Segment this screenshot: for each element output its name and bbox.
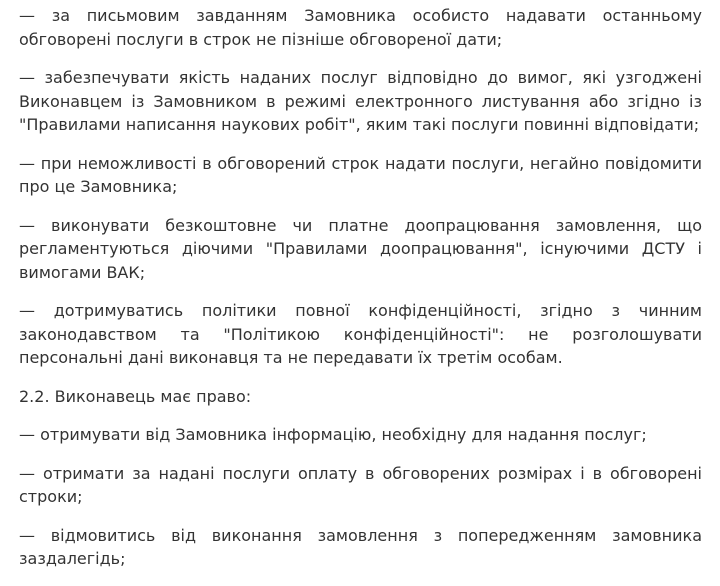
right-receive-payment: — отримати за надані послуги оплату в обговорених розмірах і в обговорені строки; — [19, 463, 702, 506]
section-heading-contractor-rights: 2.2. Виконавець має право: — [19, 386, 252, 406]
obligation-personal-service: — за письмовим завданням Замовника особисто надавати останньому обговорені послуги в строк не пізніше обговореної дати; — [19, 6, 702, 49]
obligation-notify-delay: — при неможливості в обговорений строк надати послуги, негайно повідомити про це Замовника; — [19, 153, 702, 196]
right-refuse-order: — відмовитись від виконання замовлення з попередженням замовника заздалегідь; — [19, 525, 702, 568]
obligation-confidentiality: — дотримуватись політики повної конфіденційності, згідно з чинним законодавством та "Політикою конфіденційності": не розголошувати персональні дані виконавця та не передавати їх третім особам. — [19, 301, 702, 367]
right-receive-information: — отримувати від Замовника інформацію, необхідну для надання послуг; — [19, 425, 647, 444]
obligation-revisions: — виконувати безкоштовне чи платне доопрацювання замовлення, що регламентуються діючими "Правилами доопрацювання", існуючими ДСТУ і вимогами ВАК; — [19, 215, 702, 282]
contract-text — [19, 4, 702, 586]
obligation-service-quality: — забезпечувати якість наданих послуг відповідно до вимог, які узгоджені Виконавцем із Замовником в режимі електронного листування або згідно із "Правилами написання наукових робіт", яким такі послуги повинні відповідати; — [19, 68, 702, 134]
